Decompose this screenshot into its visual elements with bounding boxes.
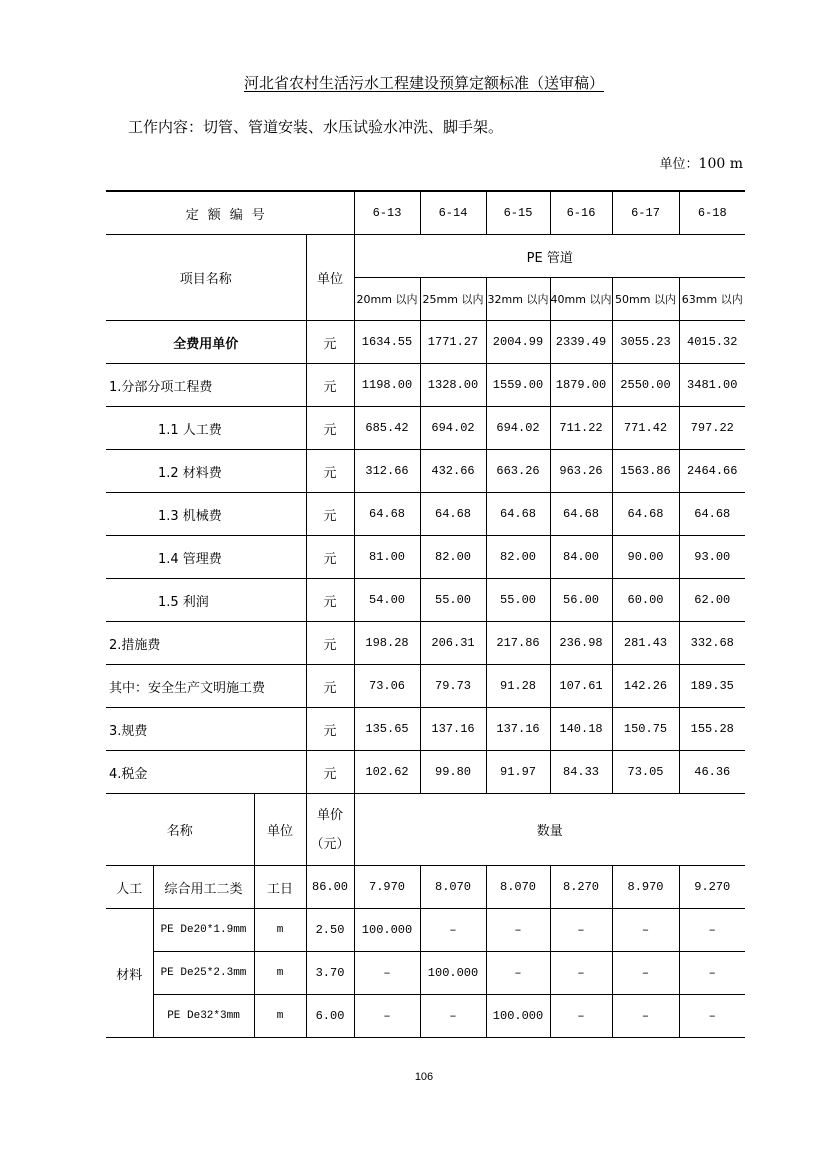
cost-value: 198.28: [354, 622, 420, 665]
cost-value: 135.65: [354, 708, 420, 751]
cost-unit: 元: [306, 493, 354, 536]
resource-name: PE De20*1.9mm: [153, 909, 254, 952]
cost-value: 312.66: [354, 450, 420, 493]
cost-value: 1328.00: [420, 364, 486, 407]
cost-value: 64.68: [420, 493, 486, 536]
quantity: –: [679, 995, 745, 1038]
unit-label: 单位：100 m: [659, 156, 743, 172]
cost-value: 217.86: [486, 622, 550, 665]
quantity: 9.270: [679, 866, 745, 909]
cost-row-total: [106, 321, 745, 364]
spec-header: 63mm 以内: [679, 278, 745, 321]
cost-row: [106, 665, 745, 708]
cost-row: [106, 450, 745, 493]
quantity: 100.000: [420, 952, 486, 995]
page-number: 106: [414, 1071, 434, 1083]
cost-value: 54.00: [354, 579, 420, 622]
cost-value: 73.06: [354, 665, 420, 708]
cost-value: 155.28: [679, 708, 745, 751]
category-row: [106, 235, 745, 278]
resource-price: 6.00: [306, 995, 354, 1038]
quantity: –: [354, 995, 420, 1038]
cost-value: 90.00: [612, 536, 679, 579]
cost-name: 全费用单价: [106, 321, 306, 364]
cost-value: 64.68: [550, 493, 612, 536]
cost-unit: 元: [306, 665, 354, 708]
cost-value: 3055.23: [612, 321, 679, 364]
cost-unit: 元: [306, 536, 354, 579]
quantity: 8.070: [420, 866, 486, 909]
cost-name: 1.1 人工费: [106, 407, 306, 450]
cost-name: 1.4 管理费: [106, 536, 306, 579]
resource-name-header: 名称: [106, 794, 254, 866]
cost-value: 64.68: [354, 493, 420, 536]
quantity-header: 数量: [354, 794, 745, 866]
quantity: –: [420, 995, 486, 1038]
cost-row: [106, 579, 745, 622]
cost-name: 其中：安全生产文明施工费: [106, 665, 306, 708]
quota-code: 6-15: [486, 191, 550, 235]
quantity: –: [679, 952, 745, 995]
resource-price-header: 单价 （元）: [306, 794, 354, 866]
cost-row: [106, 493, 745, 536]
quantity: –: [612, 909, 679, 952]
cost-value: 236.98: [550, 622, 612, 665]
cost-value: 1559.00: [486, 364, 550, 407]
material-category: 材料: [106, 909, 153, 1038]
cost-row: [106, 751, 745, 794]
cost-name: 4.税金: [106, 751, 306, 794]
material-row: [106, 995, 745, 1038]
cost-value: 55.00: [420, 579, 486, 622]
cost-value: 64.68: [612, 493, 679, 536]
cost-value: 2004.99: [486, 321, 550, 364]
quota-code-row: [106, 191, 745, 235]
quantity: –: [486, 909, 550, 952]
cost-value: 102.62: [354, 751, 420, 794]
cost-value: 4015.32: [679, 321, 745, 364]
cost-value: 281.43: [612, 622, 679, 665]
quota-code: 6-13: [354, 191, 420, 235]
material-row: [106, 952, 745, 995]
quantity: –: [550, 995, 612, 1038]
spec-header: 32mm 以内: [486, 278, 550, 321]
cost-value: 150.75: [612, 708, 679, 751]
cost-row: [106, 364, 745, 407]
spec-header: 25mm 以内: [420, 278, 486, 321]
cost-row: [106, 536, 745, 579]
cost-value: 685.42: [354, 407, 420, 450]
cost-value: 711.22: [550, 407, 612, 450]
cost-value: 46.36: [679, 751, 745, 794]
quantity: 8.270: [550, 866, 612, 909]
quota-code: 6-16: [550, 191, 612, 235]
cost-value: 1563.86: [612, 450, 679, 493]
cost-name: 1.2 材料费: [106, 450, 306, 493]
cost-value: 140.18: [550, 708, 612, 751]
cost-value: 1771.27: [420, 321, 486, 364]
cost-value: 694.02: [420, 407, 486, 450]
quantity: 100.000: [486, 995, 550, 1038]
cost-value: 82.00: [420, 536, 486, 579]
cost-value: 81.00: [354, 536, 420, 579]
cost-value: 189.35: [679, 665, 745, 708]
cost-value: 56.00: [550, 579, 612, 622]
spec-header: 20mm 以内: [354, 278, 420, 321]
quota-code: 6-17: [612, 191, 679, 235]
cost-row: [106, 708, 745, 751]
cost-name: 1.分部分项工程费: [106, 364, 306, 407]
cost-unit: 元: [306, 579, 354, 622]
cost-value: 332.68: [679, 622, 745, 665]
resource-name: 综合用工二类: [153, 866, 254, 909]
quantity: 7.970: [354, 866, 420, 909]
cost-value: 142.26: [612, 665, 679, 708]
cost-value: 2550.00: [612, 364, 679, 407]
resource-unit: m: [254, 995, 306, 1038]
cost-value: 963.26: [550, 450, 612, 493]
cost-value: 107.61: [550, 665, 612, 708]
document-title: 河北省农村生活污水工程建设预算定额标准（送审稿）: [243, 74, 604, 92]
quantity: 8.070: [486, 866, 550, 909]
cost-value: 73.05: [612, 751, 679, 794]
cost-value: 2339.49: [550, 321, 612, 364]
resource-unit: m: [254, 952, 306, 995]
labor-row: [106, 866, 745, 909]
cost-name: 1.5 利润: [106, 579, 306, 622]
quantity: 8.970: [612, 866, 679, 909]
cost-value: 62.00: [679, 579, 745, 622]
work-content: 工作内容：切管、管道安装、水压试验水冲洗、脚手架。: [128, 118, 504, 136]
cost-value: 60.00: [612, 579, 679, 622]
cost-row: [106, 407, 745, 450]
cost-value: 1198.00: [354, 364, 420, 407]
cost-value: 79.73: [420, 665, 486, 708]
resource-header-row: [106, 794, 745, 866]
resource-unit: 工日: [254, 866, 306, 909]
category-header: PE 管道: [354, 235, 745, 278]
cost-value: 84.33: [550, 751, 612, 794]
resource-unit: m: [254, 909, 306, 952]
cost-unit: 元: [306, 364, 354, 407]
cost-value: 206.31: [420, 622, 486, 665]
cost-unit: 元: [306, 407, 354, 450]
cost-value: 55.00: [486, 579, 550, 622]
cost-unit: 元: [306, 751, 354, 794]
cost-value: 1879.00: [550, 364, 612, 407]
cost-unit: 元: [306, 321, 354, 364]
cost-value: 1634.55: [354, 321, 420, 364]
quantity: –: [612, 995, 679, 1038]
cost-value: 99.80: [420, 751, 486, 794]
quantity: –: [550, 909, 612, 952]
quota-code: 6-18: [679, 191, 745, 235]
cost-value: 694.02: [486, 407, 550, 450]
spec-header: 40mm 以内: [550, 278, 612, 321]
resource-unit-header: 单位: [254, 794, 306, 866]
cost-value: 663.26: [486, 450, 550, 493]
quantity: 100.000: [354, 909, 420, 952]
cost-value: 91.97: [486, 751, 550, 794]
resource-price: 86.00: [306, 866, 354, 909]
cost-value: 137.16: [486, 708, 550, 751]
quantity: –: [550, 952, 612, 995]
labor-category: 人工: [106, 866, 153, 909]
quantity: –: [354, 952, 420, 995]
cost-value: 432.66: [420, 450, 486, 493]
cost-value: 91.28: [486, 665, 550, 708]
cost-value: 771.42: [612, 407, 679, 450]
cost-value: 137.16: [420, 708, 486, 751]
quantity: –: [612, 952, 679, 995]
quantity: –: [420, 909, 486, 952]
resource-price: 3.70: [306, 952, 354, 995]
cost-value: 64.68: [486, 493, 550, 536]
cost-value: 93.00: [679, 536, 745, 579]
cost-value: 3481.00: [679, 364, 745, 407]
cost-name: 2.措施费: [106, 622, 306, 665]
quota-table: [106, 190, 745, 1038]
cost-value: 82.00: [486, 536, 550, 579]
quota-code-label: 定额编号: [106, 191, 354, 235]
resource-name: PE De25*2.3mm: [153, 952, 254, 995]
item-name-header: 项目名称: [106, 235, 306, 321]
cost-unit: 元: [306, 450, 354, 493]
quantity: –: [486, 952, 550, 995]
cost-row: [106, 622, 745, 665]
cost-value: 84.00: [550, 536, 612, 579]
cost-unit: 元: [306, 622, 354, 665]
cost-value: 797.22: [679, 407, 745, 450]
material-row: [106, 909, 745, 952]
cost-unit: 元: [306, 708, 354, 751]
quantity: –: [679, 909, 745, 952]
resource-price: 2.50: [306, 909, 354, 952]
cost-name: 1.3 机械费: [106, 493, 306, 536]
cost-value: 64.68: [679, 493, 745, 536]
resource-name: PE De32*3mm: [153, 995, 254, 1038]
spec-header: 50mm 以内: [612, 278, 679, 321]
cost-value: 2464.66: [679, 450, 745, 493]
cost-name: 3.规费: [106, 708, 306, 751]
unit-header: 单位: [306, 235, 354, 321]
quota-code: 6-14: [420, 191, 486, 235]
